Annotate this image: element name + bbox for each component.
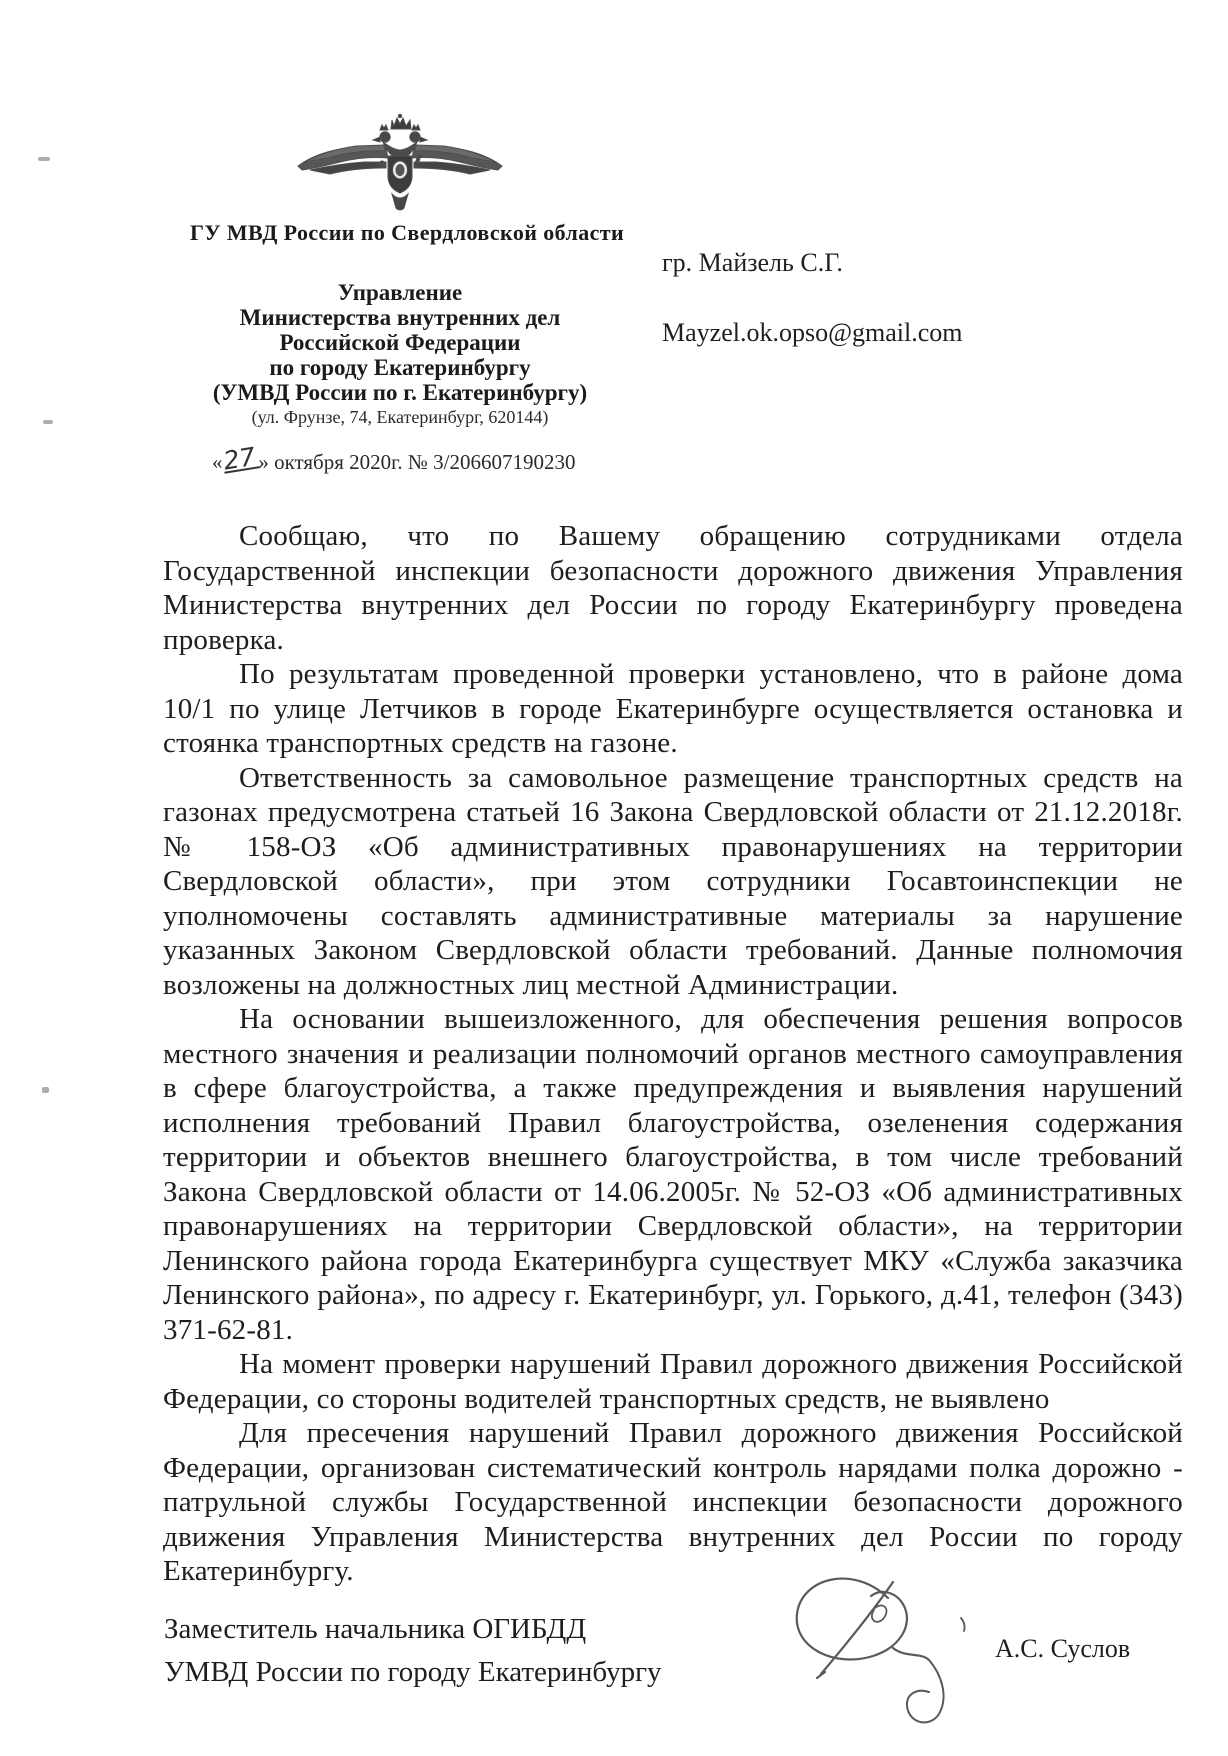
paragraph: На основании вышеизложенного, для обеспечения решения вопросов местного значения и реализации полномочий органов местного самоуправления в сфере благоустройства, а также предупреждения и выявления нарушений исполнения требований Правил благоустройства, озеленения содержания территории и объектов внешнего благоустройства, в том числе требований Закона Свердловской области от 14.06.2005г. № 52-ОЗ «Об административных правонарушениях на территории Свердловской области», на территории Ленинского района города Екатеринбурга существует МКУ «Служба заказчика Ленинского района», по адресу г. Екатеринбург, ул. Горького, д.41, телефон (343) 371-62-81. [163,1003,1183,1346]
date-and-number-line [212,441,576,476]
paragraph: Сообщаю, что по Вашему обращению сотрудниками отдела Государственной инспекции безопасности дорожного движения Управления Министерства внутренних дел России по городу Екатеринбургу проведена проверка. [163,520,1183,656]
paragraph: Ответственность за самовольное размещение транспортных средств на газонах предусмотрена статьей 16 Закона Свердловской области от 21.12.2018г. № 158-ОЗ «Об административных правонарушениях на территории Свердловской области», при этом сотрудники Госавтоинспекции не уполномочены составлять административные материалы за нарушение указанных Законом Свердловской области требований. Данные полномочия возложены на должностных лиц местной Администрации. [163,761,1183,1001]
paragraph: По результатам проведенной проверки установлено, что в районе дома 10/1 по улице Летчиков в городе Екатеринбурге осуществляется остановка и стоянка транспортных средств на газоне. [163,658,1183,759]
org-line: Министерства внутренних дел [239,305,561,330]
org-name-block [190,280,610,429]
agency-name: ГУ МВД России по Свердловской области [190,220,625,245]
org-line: Российской Федерации [279,330,521,355]
org-address: (ул. Фрунзе, 74, Екатеринбург, 620144) [251,407,549,427]
org-line: по городу Екатеринбургу [269,355,531,380]
signoff-position-line1: Заместитель начальника ОГИБДД [164,1613,587,1645]
date-number-text: октября 2020г. № 3/206607190230 [268,450,576,474]
recipient-name: гр. Майзель С.Г. [662,248,843,277]
recipient-email: Mayzel.ok.opso@gmail.com [662,318,963,347]
paragraph: На момент проверки нарушений Правил дорожного движения Российской Федерации, со стороны водителей транспортных средств, не выявлено [163,1348,1183,1415]
signoff-block [164,1608,661,1694]
scan-artifact [38,157,50,161]
signoff-position-line2: УМВД России по городу Екатеринбургу [164,1656,662,1688]
letterhead [190,112,625,429]
scan-artifact [42,1087,49,1093]
mvd-eagle-emblem-icon [294,112,506,212]
quote-open: « [212,450,223,474]
handwritten-day: 27 [221,446,260,473]
scan-artifact [43,420,53,424]
signer-name: А.С. Суслов [995,1634,1131,1663]
org-line: Управление [337,280,463,305]
letter-body [163,519,1183,1589]
org-line: (УМВД России по г. Екатеринбургу) [212,380,588,405]
paragraph: Для пресечения нарушений Правил дорожного движения Российской Федерации, организован систематический контроль нарядами полка дорожно - патрульной службы Государственной инспекции безопасности дорожного движения Управления Министерства внутренних дел России по городу Екатеринбургу. [163,1417,1183,1587]
quote-close: » [258,450,269,474]
